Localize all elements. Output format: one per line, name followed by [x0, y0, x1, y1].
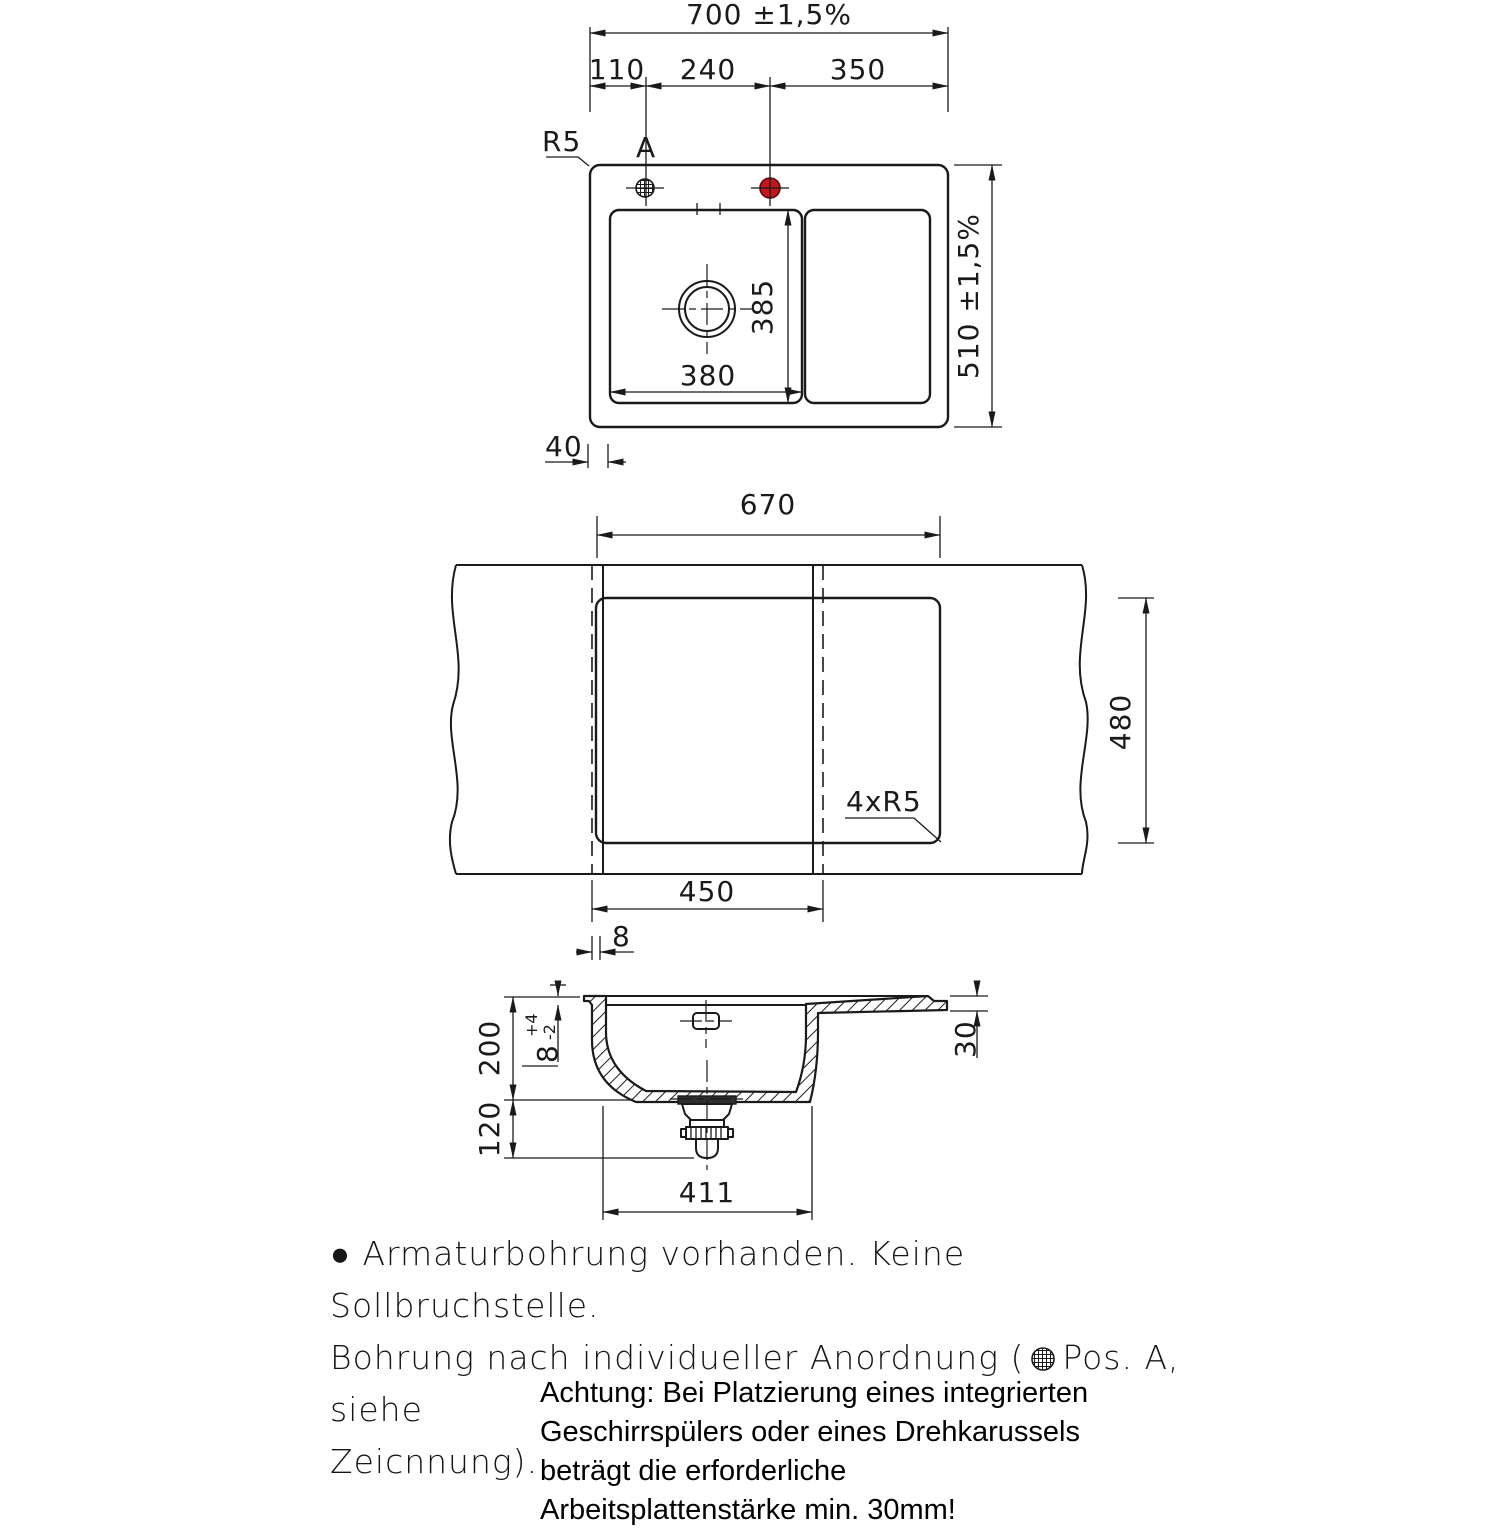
- drain-neck: [690, 1120, 724, 1127]
- hatched-position-icon: [1030, 1346, 1056, 1372]
- position-a-label: A: [636, 131, 657, 164]
- dim-8-gap: 8: [612, 920, 631, 953]
- dim-240: 240: [679, 53, 737, 86]
- section-view: [473, 982, 988, 1220]
- warning-line-4: Arbeitsplattenstärke min. 30mm!: [540, 1494, 956, 1526]
- drain-locknut-tab-left: [681, 1129, 686, 1137]
- 4xr5-leader-line: [845, 818, 941, 842]
- dim-40-ticks: [588, 444, 608, 468]
- note-line-3: Zeicnnung).: [330, 1442, 539, 1481]
- dim-411: 411: [678, 1176, 736, 1209]
- top-view: [542, 0, 1002, 468]
- note-line-2: Bohrung nach individueller Anordnung ( Pos. A, siehe: [330, 1338, 1180, 1429]
- dim-480: 480: [1104, 693, 1137, 751]
- dim-350: 350: [829, 53, 887, 86]
- note-line-1: ● Armaturbohrung vorhanden. Keine Sollbruchstelle.: [330, 1234, 966, 1325]
- dim-120: 120: [473, 1100, 506, 1158]
- drainboard-outline: [805, 210, 930, 403]
- dim-670: 670: [739, 488, 797, 521]
- dim-8-ticks: [592, 936, 600, 960]
- dim-40: 40: [545, 430, 583, 463]
- dim-30-extensions: [950, 996, 988, 1011]
- dim-700: 700 ±1,5%: [686, 0, 852, 31]
- dim-110: 110: [588, 53, 646, 86]
- cutout-view: [450, 488, 1154, 960]
- dim-510: 510 ±1,5%: [952, 213, 985, 379]
- dim-380: 380: [679, 359, 737, 392]
- drain-centerlines: [662, 264, 752, 354]
- faucet-hole-centerlines: [680, 1000, 732, 1048]
- dim-rim-8: 8: [531, 1044, 564, 1063]
- warning-line-1: Achtung: Bei Platzierung eines integrierten: [540, 1377, 1089, 1409]
- bullet-icon: ●: [330, 1234, 351, 1273]
- dim-450: 450: [678, 875, 736, 908]
- dim-rim-tol-plus: +4: [522, 1013, 541, 1037]
- warning-line-2: Geschirrspülers oder eines Drehkarussels: [540, 1416, 1080, 1448]
- drain-locknut-tab-right: [728, 1129, 733, 1137]
- break-line-left: [450, 565, 459, 874]
- break-line-right: [1080, 565, 1088, 874]
- dim-670-extensions: [597, 516, 940, 558]
- dim-385: 385: [746, 278, 779, 336]
- dim-30: 30: [949, 1020, 982, 1058]
- drain-locknut-ribs: [691, 1127, 721, 1139]
- dim-200: 200: [473, 1019, 506, 1077]
- corner-radius-label: 4xR5: [846, 785, 922, 818]
- sink-body-section: [584, 996, 947, 1102]
- dim-rim-tol-minus: -2: [540, 1024, 559, 1040]
- warning-line-3: beträgt die erforderliche: [540, 1455, 847, 1487]
- r5-leader-line: [546, 157, 589, 166]
- worktop-warning: [540, 1374, 1100, 1530]
- radius-label: R5: [542, 125, 582, 158]
